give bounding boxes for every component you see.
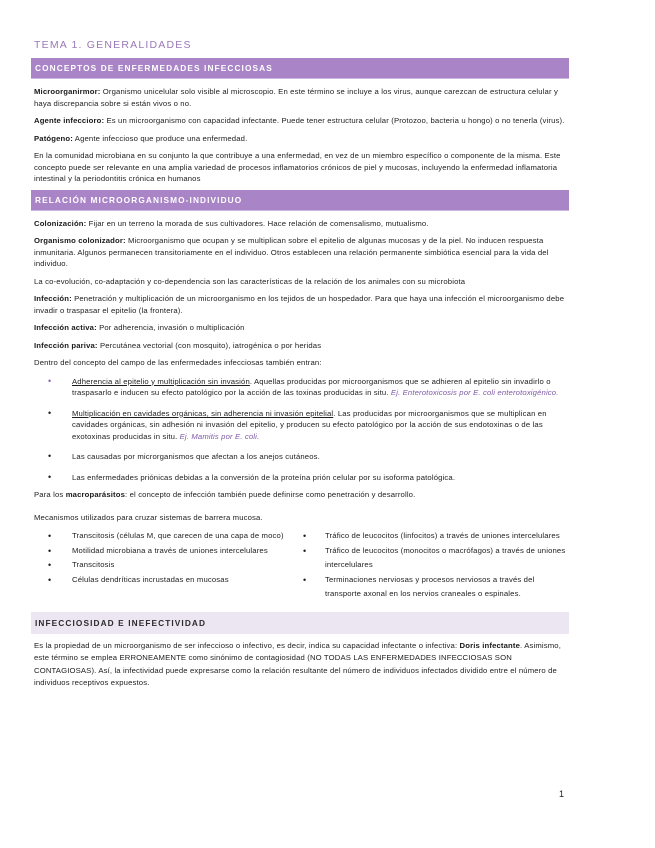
definition-infeccion <box>34 293 568 316</box>
term-label: Infección activa: <box>34 323 97 332</box>
term-label: macroparásitos <box>65 490 126 499</box>
infection-types-list <box>34 376 568 484</box>
paragraph-macroparasitos <box>34 489 568 501</box>
list-item-text: Tráfico de leucocitos (monocitos o macrófagos) a través de uniones intercelulares <box>325 545 566 569</box>
paragraph-text: Es la propiedad de un microorganismo de ser infeccioso o infectivo, es decir, indica su capacidad infectante o infectiva: <box>34 640 460 650</box>
text-prefix: Para los <box>34 490 66 499</box>
term-label: Infección: <box>34 294 72 303</box>
bullet-icon: • <box>303 531 307 541</box>
definition-text: Es un microorganismo con capacidad infectante. Puede tener estructura celular (Protozoo, bacteria u hongo) o no tenerla (virus). <box>104 116 565 125</box>
definition-organismo-colonizador <box>34 235 568 270</box>
definition-text: Percutánea vectorial (con mosquito), iatrogénica o por heridas <box>97 340 322 350</box>
mecanismos-right-column <box>301 529 568 602</box>
list-item-text: . Las producidas por microorganismos que se multiplican en cavidades orgánicas, sin adhesión ni invasión del epitelio, y producen su efecto patológico por la acción de sus endotoxinas o de las exotoxinas producidas in situ. <box>72 408 547 441</box>
definition-text: : el concepto de infección también puede definirse como penetración y desarrollo. <box>125 490 416 499</box>
list-item-example: Ej. Mamitis por E. coli. <box>179 431 260 441</box>
list-item <box>34 529 301 544</box>
definition-text: Penetración y multiplicación de un microorganismo en los tejidos de un hospedador. Para que haya una infección el microorganismo debe invadir o traspasar el epitelio (la frontera). <box>34 294 565 315</box>
definition-text: Fijar en un terreno la morada de sus cultivadores. Hace relación de comensalismo, mutualismo. <box>86 218 429 228</box>
bullet-icon: • <box>48 560 52 570</box>
page-number: 1 <box>559 789 565 799</box>
list-item <box>34 472 568 484</box>
paragraph-comunidad-microbiana: En la comunidad microbiana en su conjunto la que contribuye a una enfermedad, en vez de un miembro específico o componente de la misma. Este concepto puede ser relevante en una amplia variedad de procesos inflamatorios crónicos de piel y mucosas, incluyendo la enfermedad inflamatoria intestinal y la periodontitis crónica en humanos <box>34 151 561 183</box>
list-item-text: . Aquellas producidas por microorganismos que se adhieren al epitelio sin invadirlo o traspasarlo e inducen su efecto patológico por la acción de las toxinas producidas in situ. <box>72 376 551 397</box>
section-header-relacion: RELACIÓN MICROORGANISMO-INDIVIDUO <box>31 190 569 211</box>
list-item <box>34 408 568 443</box>
list-item-text: Las causadas por microrganismos que afectan a los anejos cutáneos. <box>72 452 320 461</box>
definition-infeccion-pasiva <box>34 340 568 352</box>
list-item-text: Transcitosis <box>72 560 115 569</box>
paragraph-mecanismos-intro: Mecanismos utilizados para cruzar sistemas de barrera mucosa. <box>34 512 263 522</box>
list-item-text: Las enfermedades priónicas debidas a la conversión de la proteína prión celular por su isoforma patológica. <box>72 472 456 482</box>
bullet-icon: • <box>303 545 307 556</box>
list-item <box>34 544 301 559</box>
list-item <box>34 451 568 463</box>
bullet-icon: • <box>48 471 52 482</box>
definition-text: Organismo unicelular solo visible al microscopio. En este término se incluye a los virus, aunque carezcan de estructura celular y haya discrepancia sobre si están vivos o no. <box>34 87 558 108</box>
list-item <box>301 573 568 602</box>
definition-microorganismos <box>34 86 568 109</box>
document-title: TEMA 1. GENERALIDADES <box>34 39 192 51</box>
definition-infeccion-activa <box>34 322 568 334</box>
section-header-conceptos: CONCEPTOS DE ENFERMEDADES INFECCIOSAS <box>31 58 569 79</box>
mecanismos-columns <box>34 529 568 602</box>
term-label: Microorganirmor: <box>34 87 101 96</box>
bullet-icon: • <box>48 545 52 556</box>
mecanismos-right-list <box>301 529 568 602</box>
definition-text: Por adherencia, invasión o multiplicación <box>96 323 245 332</box>
list-item-example: Ej. Enterotoxicosis por E. coli enterotoxigénico. <box>390 388 559 397</box>
definition-text: Microorganismo que ocupan y se multiplican sobre el epitelio de algunas mucosas y de la piel. No inducen respuesta inmunitaria. Algunos permanecen transitoriamente en el individuo. Otros establecen una relación permanente simbiótica esencial para la vida del individuo. <box>34 236 549 268</box>
list-item-heading: Multiplicación en cavidades orgánicas, sin adherencia ni invasión epitelial <box>72 408 334 418</box>
mecanismos-left-column <box>34 529 301 602</box>
bullet-icon: • <box>303 574 307 585</box>
term-label: Organismo colonizador: <box>34 236 126 245</box>
list-item-text: Motilidad microbiana a través de uniones intercelulares <box>72 545 268 555</box>
paragraph-text: . Asimismo, este término se emplea ERRONEAMENTE como sinónimo de contagiosidad (NO TODAS LAS ENFERMEDADES INFECCIOSAS SON CONTAGIOSAS). Así, la infectividad puede expresarse como la relación resultante del número de individuos infectados dividido entre el número de individuos receptivos expuestos. <box>34 640 561 687</box>
mecanismos-left-list <box>34 529 301 587</box>
term-label: Patógeno: <box>34 133 73 143</box>
bullet-icon: • <box>48 451 52 461</box>
term-label: Colonización: <box>34 218 87 228</box>
bullet-icon: • <box>48 407 52 418</box>
list-item-text: Tráfico de leucocitos (linfocitos) a través de uniones intercelulares <box>325 531 560 540</box>
definition-agente-infeccioso <box>34 115 568 127</box>
list-item <box>301 544 568 573</box>
bullet-icon: • <box>48 375 52 386</box>
paragraph-infecciosidad <box>34 640 568 690</box>
list-item-heading: Adherencia al epitelio y multiplicación sin invasión <box>72 376 250 386</box>
definition-colonizacion <box>34 218 568 230</box>
list-item <box>34 376 568 399</box>
list-item <box>34 573 301 588</box>
paragraph-list-intro: Dentro del concepto del campo de las enfermedades infecciosas también entran: <box>34 358 322 367</box>
paragraph-coevolucion: La co-evolución, co-adaptación y co-dependencia son las características de la relación de los animales con su microbiota <box>34 276 466 286</box>
list-item-text: Terminaciones nerviosas y procesos nerviosos a través del transporte axonal en los nervios craneales o espinales. <box>325 574 535 598</box>
list-item-text: Células dendríticas incrustadas en mucosas <box>72 574 229 584</box>
term-label: Doris infectante <box>459 640 521 650</box>
term-label: Infección pariva: <box>34 340 98 350</box>
term-label: Agente infeccioro: <box>34 116 105 125</box>
section-header-infecciosidad: INFECCIOSIDAD E INEFECTIVIDAD <box>31 612 569 634</box>
list-item <box>34 558 301 573</box>
bullet-icon: • <box>48 531 52 541</box>
list-item-text: Transcitosis (células M, que carecen de una capa de moco) <box>72 531 284 540</box>
bullet-icon: • <box>48 574 52 585</box>
definition-patogeno <box>34 133 568 145</box>
list-item <box>301 529 568 544</box>
page-content <box>34 38 568 690</box>
definition-text: Agente infeccioso que produce una enfermedad. <box>72 133 248 143</box>
